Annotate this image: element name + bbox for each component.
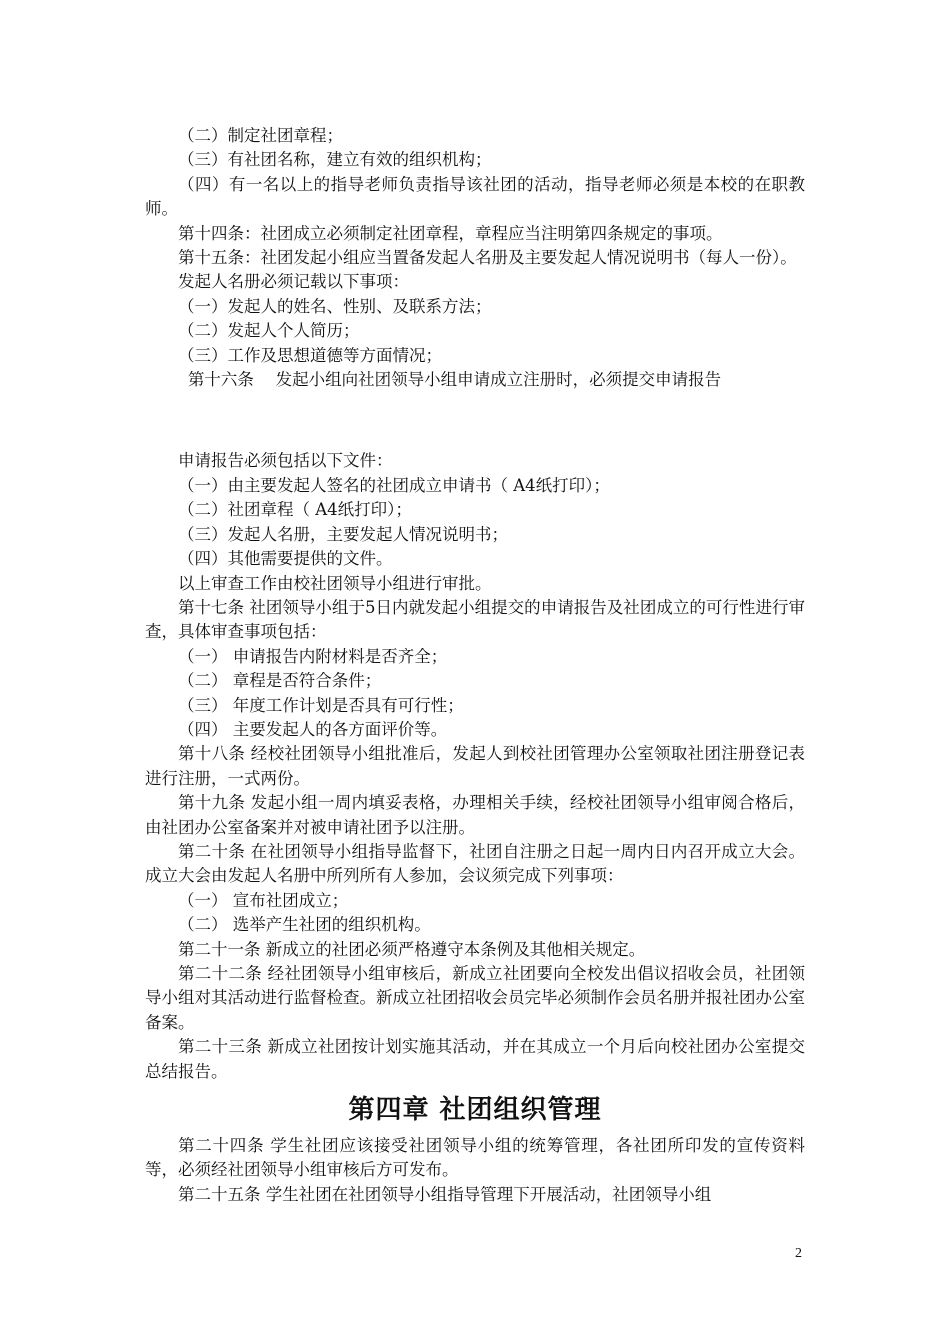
list-item: （二）社团章程（ A4纸打印）； — [178, 500, 412, 520]
paragraph: 第二十条 在社团领导小组指导监督下，社团自注册之日起一周内日内召开成立大会。成立大会由发起人名册中所列所有人参加，会议须完成下列事项： — [145, 841, 805, 886]
chapter-title: 第四章 社团组织管理 — [348, 1095, 602, 1126]
page-body — [145, 124, 805, 1207]
paragraph: 第十九条 发起小组一周内填妥表格，办理相关手续，经校社团领导小组审阅合格后，由社团办公室备案并对被申请社团予以注册。 — [145, 793, 805, 837]
paragraph: 发起人名册必须记载以下事项： — [178, 272, 409, 292]
paragraph: 第十七条 社团领导小组于5日内就发起小组提交的申请报告及社团成立的可行性进行审查，具体审查事项包括： — [145, 597, 805, 642]
list-item: （三） 年度工作计划是否具有可行性； — [178, 695, 464, 715]
paragraph: 第二十五条 学生社团在社团领导小组指导管理下开展活动，社团领导小组 — [178, 1184, 712, 1204]
list-item: （二） 选举产生社团的组织机构。 — [178, 915, 431, 935]
list-item: （四） 主要发起人的各方面评价等。 — [178, 719, 448, 739]
list-item: （四）其他需要提供的文件。 — [178, 549, 393, 569]
chapter-three-continuation — [145, 124, 805, 1084]
list-item: （一）发起人的姓名、性别、及联系方法； — [178, 296, 492, 316]
list-item: （三）工作及思想道德等方面情况； — [178, 345, 442, 365]
blank-line — [145, 409, 805, 433]
paragraph: 第二十二条 经社团领导小组审核后，新成立社团要向全校发出倡议招收会员，社团领导小组对其活动进行监督检查。新成立社团招收会员完毕必须制作会员名册并报社团办公室备案。 — [145, 964, 805, 1032]
list-item: （三）发起人名册，主要发起人情况说明书； — [178, 524, 508, 544]
paragraph: 第十六条 发起小组向社团领导小组申请成立注册时，必须提交申请报告 — [187, 370, 722, 390]
paragraph: 以上审查工作由校社团领导小组进行审批。 — [178, 573, 492, 593]
paragraph: 第二十三条 新成立社团按计划实施其活动，并在其成立一个月后向校社团办公室提交总结报告。 — [145, 1037, 805, 1081]
page-number: 2 — [795, 1246, 802, 1261]
paragraph: 第十八条 经校社团领导小组批准后，发起人到校社团管理办公室领取社团注册登记表进行注册，一式两份。 — [145, 744, 805, 788]
chapter-four-body — [145, 1134, 805, 1207]
paragraph: 第十四条：社团成立必须制定社团章程，章程应当注明第四条规定的事项。 — [178, 223, 723, 243]
list-item: （二） 章程是否符合条件； — [178, 671, 382, 691]
paragraph: 申请报告必须包括以下文件： — [178, 451, 393, 471]
list-item: （二）发起人个人简历； — [178, 321, 360, 341]
list-item: （一）由主要发起人签名的社团成立申请书（ A4纸打印）； — [178, 475, 610, 495]
list-item: （三）有社团名称，建立有效的组织机构； — [178, 150, 492, 170]
list-item: （一） 宣布社团成立； — [178, 890, 349, 910]
paragraph: （四）有一名以上的指导老师负责指导该社团的活动，指导老师必须是本校的在职教师。 — [145, 174, 805, 219]
paragraph: 第十五条：社团发起小组应当置备发起人名册及主要发起人情况说明书（每人一份）。 — [178, 248, 797, 268]
paragraph: 第二十一条 新成立的社团必须严格遵守本条例及其他相关规定。 — [178, 939, 646, 959]
list-item: （一） 申请报告内附材料是否齐全； — [178, 646, 448, 666]
list-item: （二）制定社团章程； — [178, 126, 343, 145]
paragraph: 第二十四条 学生社团应该接受社团领导小组的统筹管理，各社团所印发的宣传资料等，必须经社团领导小组审核后方可发布。 — [145, 1136, 805, 1180]
